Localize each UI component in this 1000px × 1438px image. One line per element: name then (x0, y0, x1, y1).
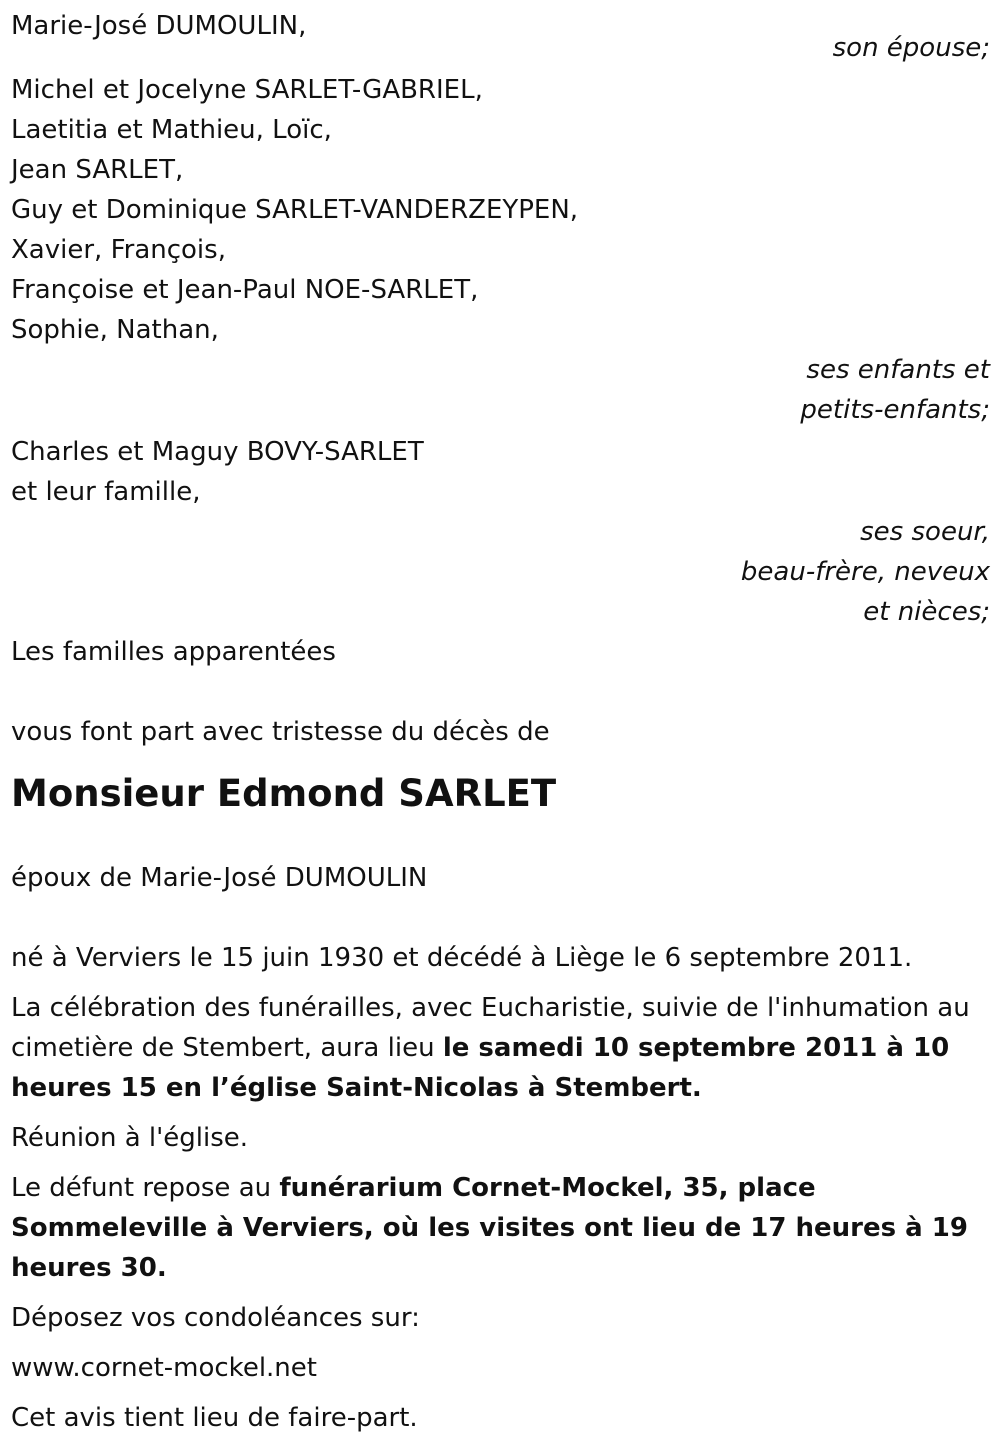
funeral-intro: La célébration des funérailles, avec Eucharistie, suivie de l'inhumation au cimetière de Stembert, aura lieu (11, 993, 970, 1063)
repose-intro: Le défunt repose au (11, 1173, 280, 1203)
gathering-info: Réunion à l'église. (11, 1123, 249, 1153)
related-families: Les familles apparentées (11, 637, 336, 667)
sibling-relation-line: beau-frère, neveux (740, 557, 990, 587)
child-line: Xavier, François, (11, 235, 226, 265)
birth-death-info: né à Verviers le 15 juin 1930 et décédé à Liège le 6 septembre 2011. (11, 943, 913, 973)
funeral-details: le samedi 10 septembre 2011 à 10 heures 15 en l’église Saint-Nicolas à Stembert. (11, 1033, 950, 1103)
sibling-relation-line: et nièces; (863, 597, 990, 627)
condolences-prompt: Déposez vos condoléances sur: (11, 1303, 420, 1333)
notice-text: Cet avis tient lieu de faire-part. (11, 1403, 418, 1433)
spouse-name: Marie-José DUMOULIN, (11, 11, 307, 41)
child-line: Jean SARLET, (11, 155, 184, 185)
child-line: Sophie, Nathan, (11, 315, 219, 345)
sibling-line: Charles et Maguy BOVY-SARLET (11, 437, 424, 467)
repose-paragraph (11, 1168, 990, 1288)
child-line: Guy et Dominique SARLET-VANDERZEYPEN, (11, 195, 579, 225)
deceased-spouse: époux de Marie-José DUMOULIN (11, 863, 428, 893)
repose-details: funérarium Cornet-Mockel, 35, place Sommeleville à Verviers, où les visites ont lieu de 17 heures à 19 heures 30. (11, 1173, 968, 1283)
funeral-paragraph (11, 988, 990, 1108)
child-line: Michel et Jocelyne SARLET-GABRIEL, (11, 75, 483, 105)
announcement-text: vous font part avec tristesse du décès de (11, 717, 550, 747)
spouse-relation: son épouse; (832, 33, 990, 63)
child-line: Laetitia et Mathieu, Loïc, (11, 115, 332, 145)
website-link[interactable]: www.cornet-mockel.net (11, 1353, 317, 1383)
sibling-line: et leur famille, (11, 477, 201, 507)
deceased-name: Monsieur Edmond SARLET (11, 772, 557, 815)
obituary-notice (11, 6, 990, 1438)
child-line: Françoise et Jean-Paul NOE-SARLET, (11, 275, 479, 305)
children-relation-line: ses enfants et (806, 355, 990, 385)
sibling-relation-line: ses soeur, (860, 517, 990, 547)
children-relation-line: petits-enfants; (800, 395, 990, 425)
